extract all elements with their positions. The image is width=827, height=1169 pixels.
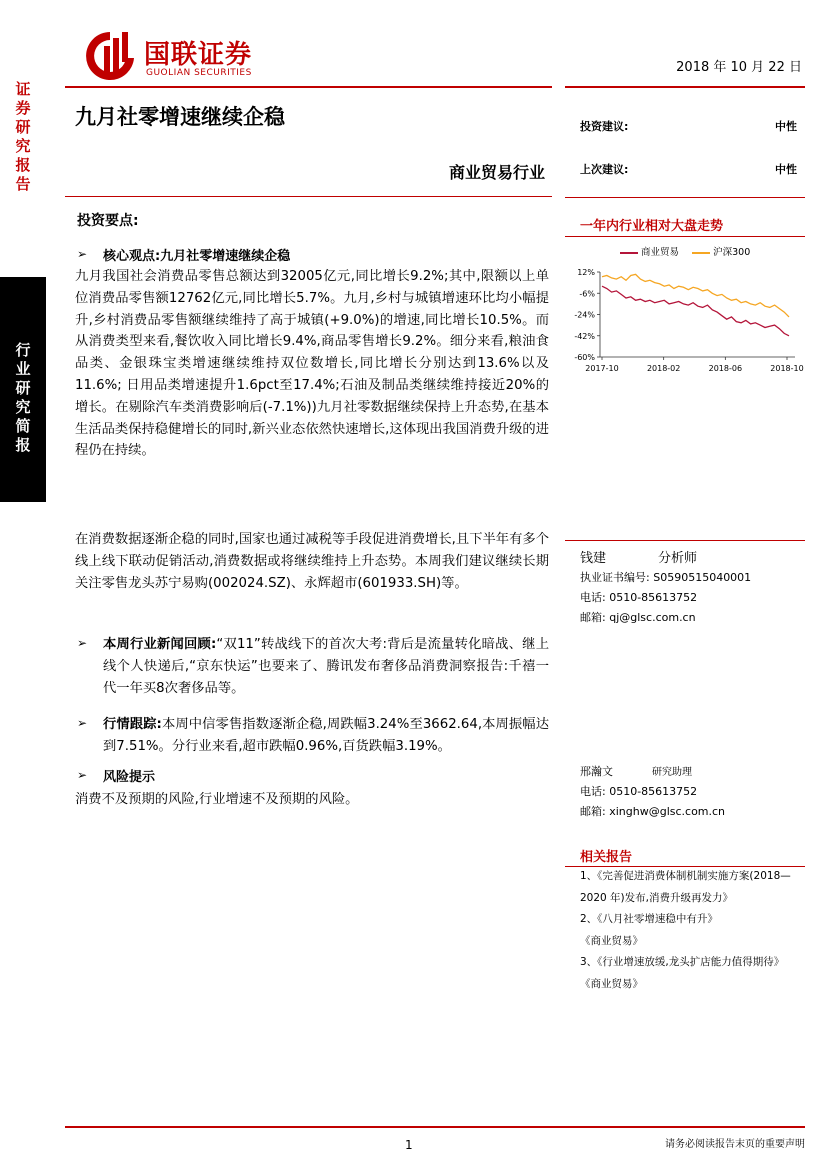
sidebar-char: 业 bbox=[15, 360, 31, 378]
risk-text: 消费不及预期的风险,行业增速不及预期的风险。 bbox=[75, 792, 359, 807]
cert-label: 执业证书编号: bbox=[580, 571, 650, 584]
analyst-2-role: 研究助理 bbox=[652, 767, 692, 778]
sidebar-char: 研 bbox=[15, 379, 31, 397]
header-divider bbox=[65, 86, 552, 88]
market-text: 本周中信零售指数逐渐企稳,周跌幅3.24%至3662.64,本周振幅达到7.51%。分行业来看,超市跌幅0.96%,百货跌幅3.19%。 bbox=[103, 717, 549, 754]
y-tick-label: -42% bbox=[574, 331, 595, 341]
analyst-divider bbox=[565, 540, 805, 541]
core-paragraph-2: 在消费数据逐渐企稳的同时,国家也通过减税等手段促进消费增长,且下半年有多个线上线下联动促销活动,消费数据或将继续维持上升态势。本周我们建议继续长期关注零售龙头苏宁易购(002024.SZ)、永辉超市(601933.SH)等。 bbox=[75, 532, 549, 591]
analyst-1-email bbox=[580, 609, 696, 625]
legend-label-1: 商业贸易 bbox=[641, 247, 680, 258]
relative-performance-chart bbox=[570, 262, 805, 380]
phone-number: 0510-85613752 bbox=[609, 591, 698, 604]
y-tick-label: -6% bbox=[579, 289, 595, 299]
sidebar-char: 告 bbox=[15, 175, 31, 193]
related-item[interactable]: 《商业贸易》 bbox=[580, 977, 643, 990]
rating-current-value: 中性 bbox=[775, 120, 797, 133]
rating-divider bbox=[565, 197, 805, 198]
chart-legend bbox=[620, 244, 750, 258]
chart-title: 一年内行业相对大盘走势 bbox=[580, 219, 724, 234]
legend-swatch-1 bbox=[620, 252, 638, 254]
sidebar-char: 究 bbox=[15, 137, 31, 155]
x-tick-label: 2018-02 bbox=[646, 364, 681, 373]
rating-previous-value: 中性 bbox=[775, 163, 797, 176]
series-line-2 bbox=[602, 274, 789, 317]
x-tick-label: 2018-10 bbox=[770, 364, 804, 373]
x-tick-label: 2017-10 bbox=[585, 364, 619, 373]
chart-title-divider bbox=[565, 236, 805, 237]
bullet-arrow-icon: ➢ bbox=[77, 636, 88, 650]
y-tick-label: -60% bbox=[574, 353, 595, 362]
report-date: 2018 年 10 月 22 日 bbox=[676, 60, 802, 75]
news-heading: 本周行业新闻回顾: bbox=[103, 637, 217, 652]
news-text: “双11”转战线下的首次大考:背后是流量转化暗战、继上线个人快递后,“京东快运”也要来了、腾讯发布奢侈品消费洞察报告:千禧一代一年买8次奢侈品等。 bbox=[103, 637, 549, 696]
market-paragraph bbox=[103, 714, 549, 758]
header-divider-right bbox=[565, 86, 805, 88]
analyst-2-email bbox=[580, 803, 725, 819]
sidebar-char: 行 bbox=[15, 341, 31, 359]
sidebar-report-type bbox=[0, 80, 46, 270]
bullet-arrow-icon: ➢ bbox=[77, 247, 88, 261]
email-label: 邮箱: bbox=[580, 611, 606, 624]
sidebar-char: 券 bbox=[15, 99, 31, 117]
industry-name: 商业贸易行业 bbox=[448, 163, 545, 182]
phone-label: 电话: bbox=[580, 591, 606, 604]
analyst-1-name: 钱建 bbox=[580, 551, 607, 566]
risk-heading: 风险提示 bbox=[103, 770, 156, 785]
phone-label: 电话: bbox=[580, 785, 606, 798]
bullet-arrow-icon: ➢ bbox=[77, 716, 88, 730]
legend-swatch-2 bbox=[692, 252, 710, 254]
sidebar-char: 究 bbox=[15, 398, 31, 416]
analyst-2-phone bbox=[580, 783, 697, 799]
rating-current-label: 投资建议: bbox=[580, 120, 629, 133]
related-title: 相关报告 bbox=[580, 850, 633, 865]
sidebar-char: 简 bbox=[15, 417, 31, 435]
core-heading: 核心观点:九月社零增速继续企稳 bbox=[103, 249, 291, 264]
related-item[interactable]: 《商业贸易》 bbox=[580, 934, 643, 947]
related-item[interactable]: 2020 年)发布,消费升级再发力》 bbox=[580, 891, 733, 904]
sidebar-char: 报 bbox=[15, 156, 31, 174]
invest-points-title: 投资要点: bbox=[77, 213, 139, 229]
analyst-1-cert bbox=[580, 569, 751, 585]
logo-cn-text: 国联证券 bbox=[144, 40, 253, 70]
legend-label-2: 沪深300 bbox=[713, 247, 751, 258]
y-tick-label: -24% bbox=[574, 310, 595, 320]
page-number: 1 bbox=[405, 1138, 413, 1152]
x-tick-label: 2018-06 bbox=[708, 364, 743, 373]
company-logo bbox=[80, 28, 305, 84]
bullet-arrow-icon: ➢ bbox=[77, 768, 88, 782]
cert-number: S0590515040001 bbox=[653, 571, 752, 584]
sidebar-char: 证 bbox=[15, 80, 31, 98]
sidebar-char: 报 bbox=[15, 436, 31, 454]
email-label: 邮箱: bbox=[580, 805, 606, 818]
series-line-1 bbox=[602, 286, 789, 336]
related-item[interactable]: 1、《完善促进消费体制机制实施方案(2018— bbox=[580, 870, 791, 882]
related-item[interactable]: 3、《行业增速放缓,龙头扩店能力值得期待》 bbox=[580, 956, 785, 968]
related-item[interactable]: 2、《八月社零增速稳中有升》 bbox=[580, 913, 718, 925]
analyst-1-role: 分析师 bbox=[658, 551, 698, 566]
sidebar-top-label bbox=[0, 80, 46, 194]
analyst-2-name: 邢瀚文 bbox=[580, 765, 613, 778]
email-address[interactable]: qj@glsc.com.cn bbox=[609, 611, 696, 624]
y-tick-label: 12% bbox=[577, 268, 595, 277]
footer-divider bbox=[65, 1126, 805, 1128]
news-paragraph bbox=[103, 634, 549, 699]
related-list bbox=[580, 866, 802, 995]
sidebar-report-category bbox=[0, 277, 46, 502]
sidebar-char: 研 bbox=[15, 118, 31, 136]
market-heading: 行情跟踪: bbox=[103, 717, 162, 732]
analyst-1-phone bbox=[580, 589, 697, 605]
page-title: 九月社零增速继续企稳 bbox=[75, 104, 285, 129]
logo-en-text: GUOLIAN SECURITIES bbox=[146, 68, 252, 78]
phone-number: 0510-85613752 bbox=[609, 785, 698, 798]
core-paragraph-1: 九月我国社会消费品零售总额达到32005亿元,同比增长9.2%;其中,限额以上单位消费品零售额12762亿元,同比增长5.7%。九月,乡村与城镇增速环比均小幅提升,乡村消费品零售额继续维持了高于城镇(+9.0%)的增速,同比增长10.5%。而从消费类型来看,餐饮收入同比增长9.4%,商品零售增长9.2%。细分来看,粮油食品类、金银珠宝类增速继续维持双位数增长,同比增长分别达到13.6%以及11.6%; 日用品类增速提升1.6pct至17.4%;石油及制品类继续维持接近20%的增长。在剔除汽车类消费影响后(-7.1%))九月社零数据继续保持上升态势,在基本生活品类保持稳健增长的同时,新兴业态依然快速增长,这体现出我国消费升级的进程仍在持续。 bbox=[75, 269, 549, 459]
email-address[interactable]: xinghw@glsc.com.cn bbox=[609, 805, 726, 818]
title-divider bbox=[65, 196, 552, 197]
logo-mark-icon bbox=[80, 28, 140, 84]
footer-disclaimer: 请务必阅读报告末页的重要声明 bbox=[665, 1139, 805, 1150]
rating-previous-label: 上次建议: bbox=[580, 163, 629, 176]
sidebar-bottom-label bbox=[0, 341, 46, 455]
